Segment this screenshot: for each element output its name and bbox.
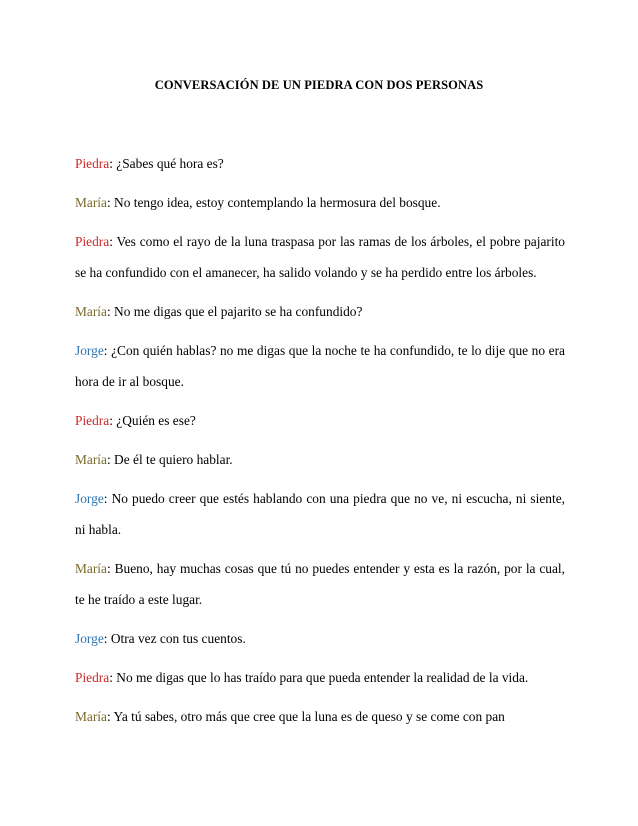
speaker-name: María xyxy=(75,561,107,576)
dialogue-text: : ¿Quién es ese? xyxy=(109,413,196,428)
speaker-name: María xyxy=(75,452,107,467)
dialogue-text: : Ya tú sabes, otro más que cree que la luna es de queso y se come con pan xyxy=(106,709,505,724)
speaker-name: María xyxy=(75,195,107,210)
document-title: CONVERSACIÓN DE UN PIEDRA CON DOS PERSONAS xyxy=(154,78,484,92)
dialogue-line xyxy=(75,662,565,693)
speaker-name: Jorge xyxy=(75,631,104,646)
dialogue-line xyxy=(75,405,565,436)
dialogue-line xyxy=(75,701,565,732)
speaker-name: Piedra xyxy=(75,413,110,428)
speaker-name: María xyxy=(75,304,107,319)
dialogue-text: : Bueno, hay muchas cosas que tú no puedes entender y esta es la razón, por la cual, te he traído a este lugar. xyxy=(75,561,565,607)
speaker-name: Jorge xyxy=(75,491,104,506)
dialogue-line xyxy=(75,483,565,545)
speaker-name: Jorge xyxy=(75,343,104,358)
dialogue-text: : ¿Sabes qué hora es? xyxy=(109,156,224,171)
dialogue-text: : ¿Con quién hablas? no me digas que la noche te ha confundido, te lo dije que no era hora de ir al bosque. xyxy=(75,343,565,389)
speaker-name: Piedra xyxy=(75,670,110,685)
dialogue-text: : No me digas que el pajarito se ha confundido? xyxy=(106,304,363,319)
dialogue-line xyxy=(75,187,565,218)
dialogue-line xyxy=(75,335,565,397)
dialogue-line xyxy=(75,148,565,179)
dialogue-text: : Ves como el rayo de la luna traspasa por las ramas de los árboles, el pobre pajarito se ha confundido con el amanecer, ha salido volando y se ha perdido entre los árboles. xyxy=(75,234,565,280)
dialogue-body xyxy=(75,148,565,740)
dialogue-text: : No puedo creer que estés hablando con una piedra que no ve, ni escucha, ni siente, ni habla. xyxy=(75,491,565,537)
speaker-name: María xyxy=(75,709,107,724)
dialogue-text: : No me digas que lo has traído para que pueda entender la realidad de la vida. xyxy=(109,670,529,685)
dialogue-text: : De él te quiero hablar. xyxy=(106,452,233,467)
dialogue-line xyxy=(75,296,565,327)
speaker-name: Piedra xyxy=(75,156,110,171)
speaker-name: Piedra xyxy=(75,234,110,249)
dialogue-line xyxy=(75,226,565,288)
dialogue-text: : No tengo idea, estoy contemplando la hermosura del bosque. xyxy=(106,195,441,210)
dialogue-text: : Otra vez con tus cuentos. xyxy=(103,631,246,646)
dialogue-line xyxy=(75,623,565,654)
dialogue-line xyxy=(75,444,565,475)
dialogue-line xyxy=(75,553,565,615)
